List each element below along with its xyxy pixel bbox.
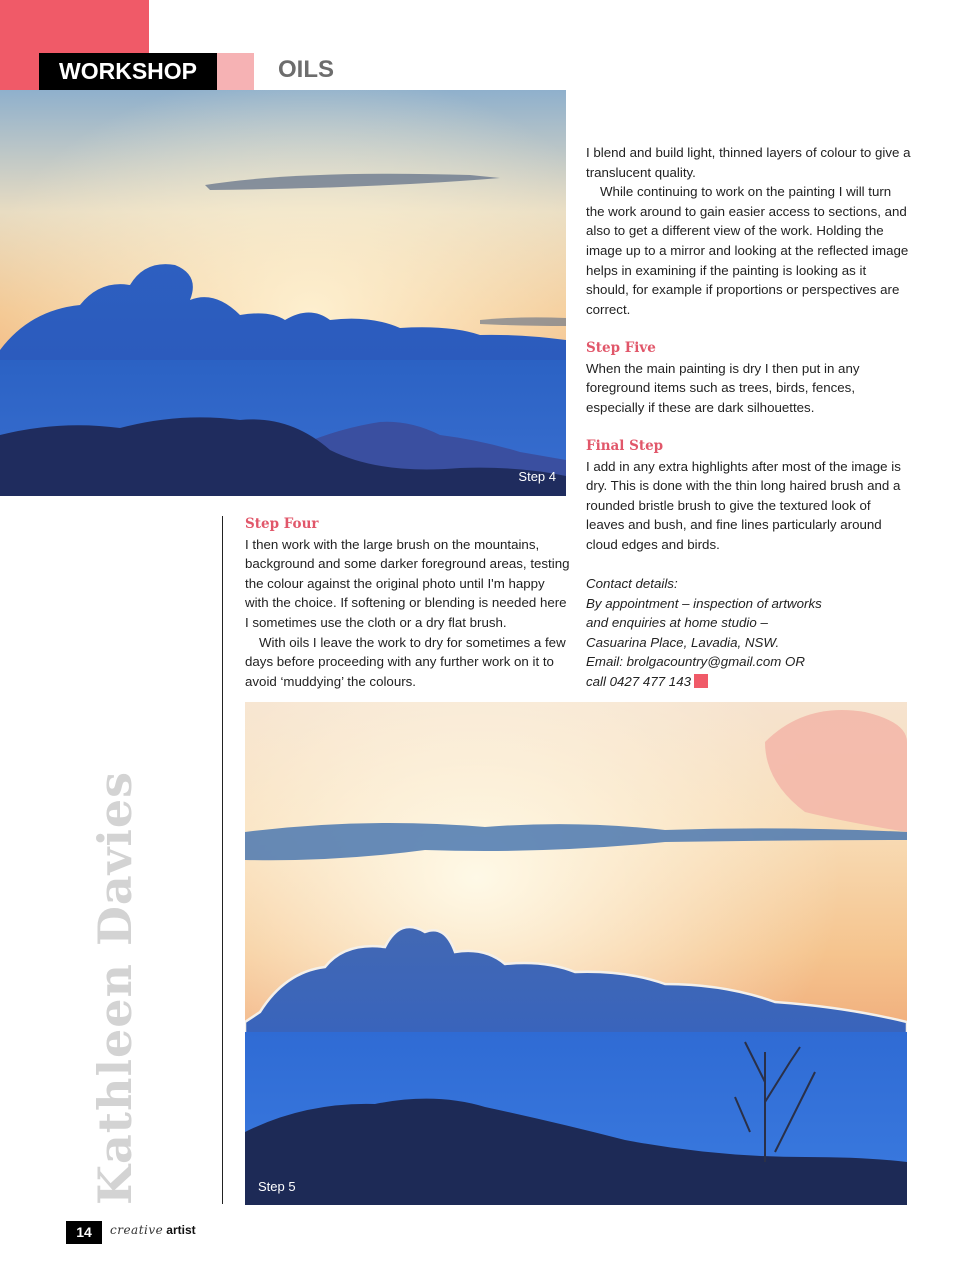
step-5-painting [245, 702, 907, 1205]
step-five-heading: Step Five [586, 339, 656, 356]
final-step-heading: Final Step [586, 437, 664, 454]
magazine-brand [110, 1223, 196, 1237]
step-four-heading: Step Four [245, 516, 319, 532]
end-mark-square [694, 674, 708, 688]
contact-phone-line [586, 672, 911, 692]
brand-creative: creative [110, 1223, 164, 1237]
step-five-text: When the main painting is dry I then put in any foreground items such as trees, birds, fences, especially if these are dark silhouettes. [586, 360, 860, 415]
right-text-column [586, 143, 911, 692]
column-divider [222, 516, 223, 1204]
drying-paragraph: With oils I leave the work to dry for sometimes a few days before proceeding with any further work on it to avoid ‘muddying’ the colours. [245, 634, 566, 689]
contact-appointment: By appointment – inspection of artworks [586, 595, 822, 611]
step-4-caption: Step 4 [518, 469, 556, 484]
header-light-pink-block [217, 53, 254, 90]
contact-phone: call 0427 477 143 [586, 674, 691, 690]
contact-details [586, 574, 911, 692]
author-name: Kathleen Davies [88, 770, 142, 1205]
step-four-text: I then work with the large brush on the mountains, background and some darker foreground areas, testing the colour against the original photo until I'm happy with the choice. If softening or blending is needed here I sometimes use the cloth or a dry flat brush. [245, 536, 570, 630]
step-4-painting [0, 90, 566, 496]
section-label: WORKSHOP [39, 53, 217, 90]
left-text-column [245, 515, 570, 691]
step-5-caption: Step 5 [258, 1179, 296, 1194]
contact-email: Email: brolgacountry@gmail.com OR [586, 654, 805, 670]
mirror-paragraph: While continuing to work on the painting I will turn the work around to gain easier access to sections, and also to get a different view of the work. Holding the image up to a mirror and looking at the reflected image helps in examining if the painting is looking as it should, for example if proportions or perspectives are correct. [586, 184, 909, 317]
final-step-text: I add in any extra highlights after most of the image is dry. This is done with the thin long haired brush and a rounded bristle brush to give the textured look of leaves and bush, and fine lines particularly around cloud edges and birds. [586, 458, 901, 552]
topic-label: OILS [278, 56, 335, 83]
page-number: 14 [66, 1221, 102, 1244]
contact-address: Casuarina Place, Lavadia, NSW. [586, 634, 780, 650]
contact-studio: and enquiries at home studio – [586, 615, 768, 631]
contact-title: Contact details: [586, 576, 678, 592]
blend-paragraph: I blend and build light, thinned layers of colour to give a translucent quality. [586, 145, 911, 180]
brand-artist: artist [166, 1223, 196, 1237]
